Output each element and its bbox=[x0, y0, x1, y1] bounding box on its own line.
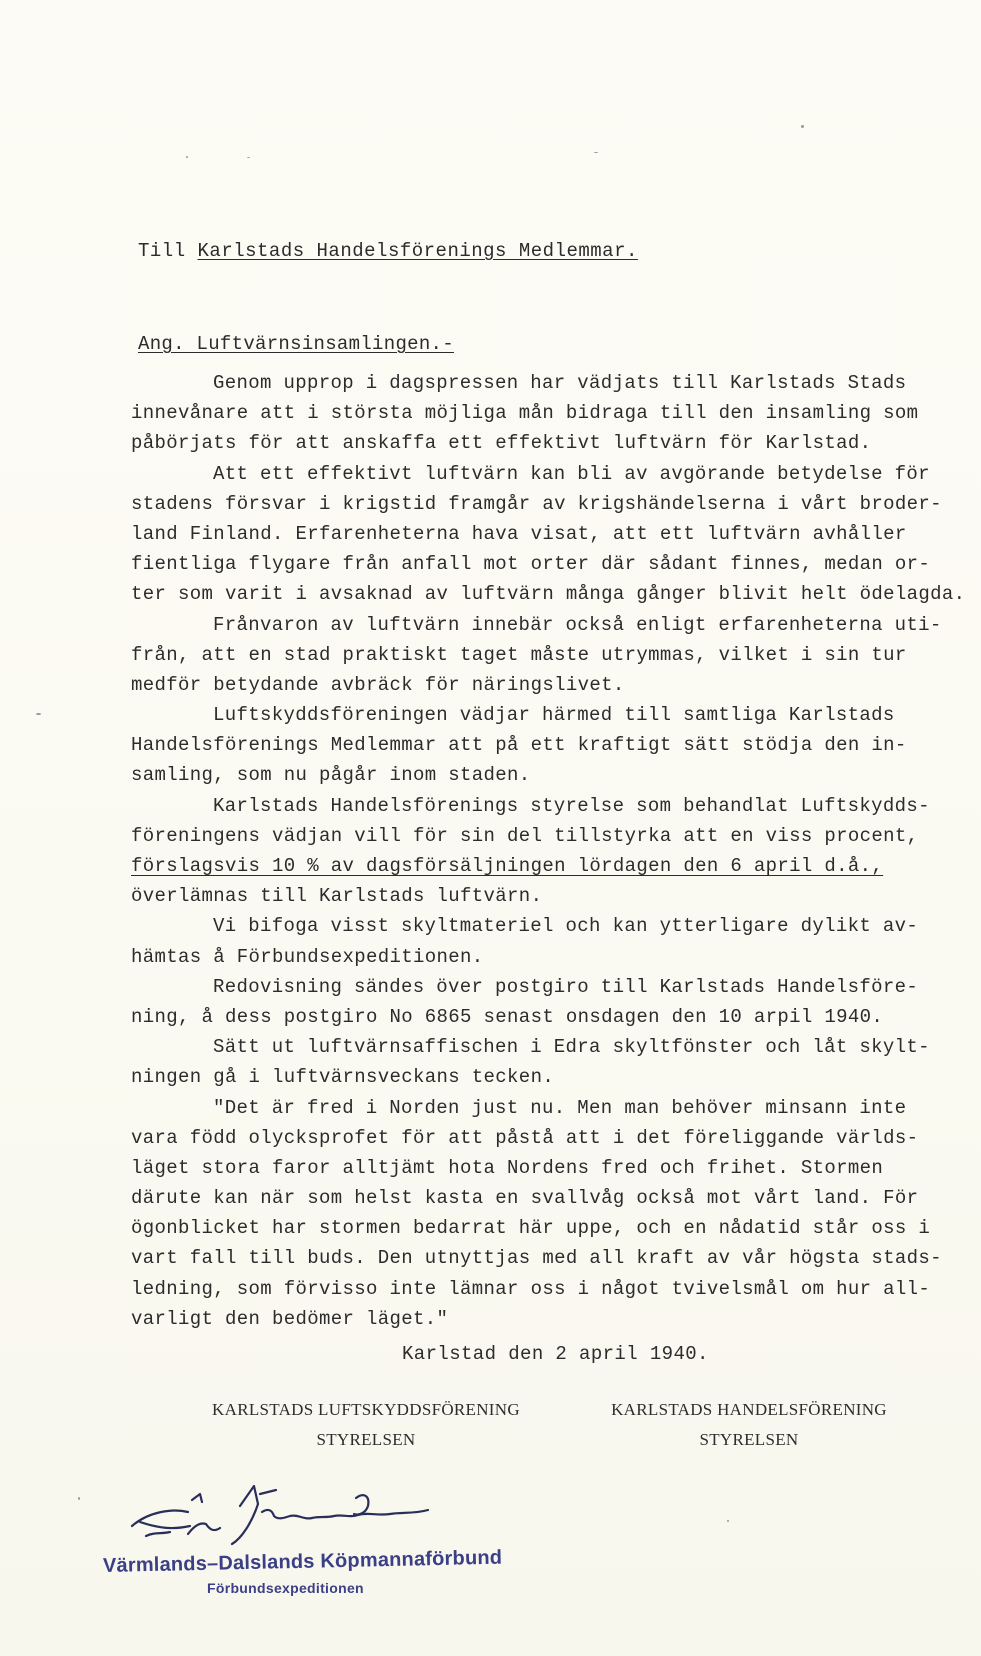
body-line-text: ögonblicket har stormen bedarrat här uppe, och en nådatid står oss i bbox=[131, 1217, 931, 1240]
body-line bbox=[131, 911, 921, 941]
body-line-text: därute kan när som helst kasta en svallvåg också mot vårt land. För bbox=[131, 1187, 919, 1210]
body-line bbox=[131, 730, 921, 760]
body-line-text: medför betydande avbräck för näringslivet. bbox=[131, 673, 625, 696]
body-line bbox=[131, 1032, 930, 1062]
paper-speck bbox=[36, 713, 41, 715]
body-line bbox=[131, 398, 921, 428]
body-line bbox=[131, 942, 921, 972]
body-line bbox=[131, 791, 930, 821]
paper-speck bbox=[727, 1520, 729, 1522]
body-line bbox=[131, 579, 966, 609]
body-line bbox=[131, 1183, 921, 1213]
body-line-text: Karlstads Handelsförenings styrelse som behandlat Luftskydds- bbox=[213, 794, 930, 817]
body-line bbox=[131, 760, 921, 790]
body-line bbox=[131, 489, 942, 519]
body-line-text: ningen gå i luftvärnsveckans tecken. bbox=[131, 1066, 555, 1089]
body-line-text: varligt den bedömer läget." bbox=[131, 1307, 449, 1330]
body-line-text: förslagsvis 10 % av dagsförsäljningen lördagen den 6 april d.å., bbox=[131, 855, 884, 877]
signatory-org: KARLSTADS LUFTSKYDDSFÖRENING bbox=[212, 1400, 520, 1419]
body-line-text: ter som varit i avsaknad av luftvärn många gånger blivit helt ödelagda. bbox=[131, 583, 966, 606]
body-line-text: fientliga flygare från anfall mot orter där sådant finnes, medan or- bbox=[131, 553, 931, 576]
addressee-prefix: Till bbox=[138, 240, 198, 262]
addressee-line bbox=[138, 240, 638, 262]
body-line-text: läget stora faror alltjämt hota Nordens fred och frihet. Stormen bbox=[131, 1156, 884, 1179]
body-line bbox=[131, 1002, 921, 1032]
body-line bbox=[131, 972, 921, 1002]
date-line: Karlstad den 2 april 1940. bbox=[402, 1343, 709, 1365]
paper-speck bbox=[78, 1497, 80, 1500]
body-line-text: Sätt ut luftvärnsaffischen i Edra skyltfönster och låt skylt- bbox=[213, 1036, 930, 1059]
body-line bbox=[131, 368, 921, 398]
body-line-text: innevånare att i största möjliga mån bidraga till den insamling som bbox=[131, 402, 919, 425]
body-line-text: påbörjats för att anskaffa ett effektivt luftvärn för Karlstad. bbox=[131, 432, 872, 455]
body-line-text: stadens försvar i krigstid framgår av krigshändelserna i vårt broder- bbox=[131, 492, 942, 515]
signatory-luftskyddsforening bbox=[205, 1395, 527, 1455]
body-line bbox=[131, 459, 930, 489]
body-line bbox=[131, 1213, 931, 1243]
body-line bbox=[131, 700, 921, 730]
paper-speck bbox=[186, 156, 188, 158]
body-line bbox=[131, 1093, 921, 1123]
signatory-board: STYRELSEN bbox=[316, 1430, 416, 1449]
body-line bbox=[131, 610, 942, 640]
body-line-text: Redovisning sändes över postgiro till Karlstads Handelsföre- bbox=[213, 975, 919, 998]
body-line bbox=[131, 640, 921, 670]
body-line-text: Luftskyddsföreningen vädjar härmed till samtliga Karlstads bbox=[213, 704, 895, 727]
body-line-text: Handelsförenings Medlemmar att på ett kraftigt sätt stödja den in- bbox=[131, 734, 907, 757]
body-line bbox=[131, 1153, 921, 1183]
body-line-text: Att ett effektivt luftvärn kan bli av avgörande betydelse för bbox=[213, 462, 930, 485]
body-line bbox=[131, 519, 921, 549]
body-line-text: Genom upprop i dagspressen har vädjats till Karlstads Stads bbox=[213, 372, 907, 394]
body-line bbox=[131, 1062, 921, 1092]
handwritten-signature bbox=[128, 1482, 458, 1552]
signatory-org: KARLSTADS HANDELSFÖRENING bbox=[611, 1400, 887, 1419]
body-line bbox=[131, 1304, 921, 1334]
body-line-text: "Det är fred i Norden just nu. Men man behöver minsann inte bbox=[213, 1096, 907, 1119]
body-line-text: överlämnas till Karlstads luftvärn. bbox=[131, 885, 543, 908]
body-line-text: samling, som nu pågår inom staden. bbox=[131, 764, 531, 787]
body-line-text: hämtas å Förbundsexpeditionen. bbox=[131, 945, 484, 968]
organization-stamp bbox=[102, 1546, 503, 1596]
body-line-text: föreningens vädjan vill för sin del tillstyrka att en viss procent, bbox=[131, 824, 919, 847]
body-line bbox=[131, 1274, 931, 1304]
body-line bbox=[131, 851, 921, 881]
body-line-text: vart fall till buds. Den utnyttjas med all kraft av vår högsta stads- bbox=[131, 1247, 942, 1270]
signatory-handelsforening bbox=[598, 1395, 900, 1455]
paper-speck bbox=[594, 152, 598, 153]
body-line bbox=[131, 1243, 942, 1273]
body-line-text: från, att en stad praktiskt taget måste utrymmas, vilket i sin tur bbox=[131, 643, 907, 666]
paper-speck bbox=[247, 157, 250, 158]
body-line-text: ledning, som förvisso inte lämnar oss i något tvivelsmål om hur all- bbox=[131, 1277, 931, 1300]
body-line bbox=[131, 821, 921, 851]
body-line-text: land Finland. Erfarenheterna hava visat, att ett luftvärn avhåller bbox=[131, 522, 907, 545]
body-line bbox=[131, 428, 921, 458]
body-line-text: vara född olycksprofet för att påstå att i det föreliggande världs- bbox=[131, 1126, 919, 1149]
body-line bbox=[131, 881, 921, 911]
subject-line: Ang. Luftvärnsinsamlingen.- bbox=[138, 333, 454, 355]
paper-speck bbox=[801, 125, 804, 128]
body-line bbox=[131, 670, 921, 700]
body-line-text: Vi bifoga visst skyltmateriel och kan ytterligare dylikt av- bbox=[213, 915, 919, 938]
body-line-text: ning, å dess postgiro No 6865 senast onsdagen den 10 arpil 1940. bbox=[131, 1005, 884, 1028]
body-line bbox=[131, 549, 931, 579]
stamp-organization: Värmlands–Dalslands Köpmannaförbund bbox=[102, 1546, 503, 1577]
signatory-board: STYRELSEN bbox=[699, 1430, 799, 1449]
addressee-underlined: Karlstads Handelsförenings Medlemmar. bbox=[197, 240, 638, 262]
letter-body bbox=[131, 368, 966, 1334]
body-line-text: Frånvaron av luftvärn innebär också enligt erfarenheterna uti- bbox=[213, 613, 942, 636]
body-line bbox=[131, 1123, 921, 1153]
stamp-department: Förbundsexpeditionen bbox=[207, 1580, 364, 1596]
